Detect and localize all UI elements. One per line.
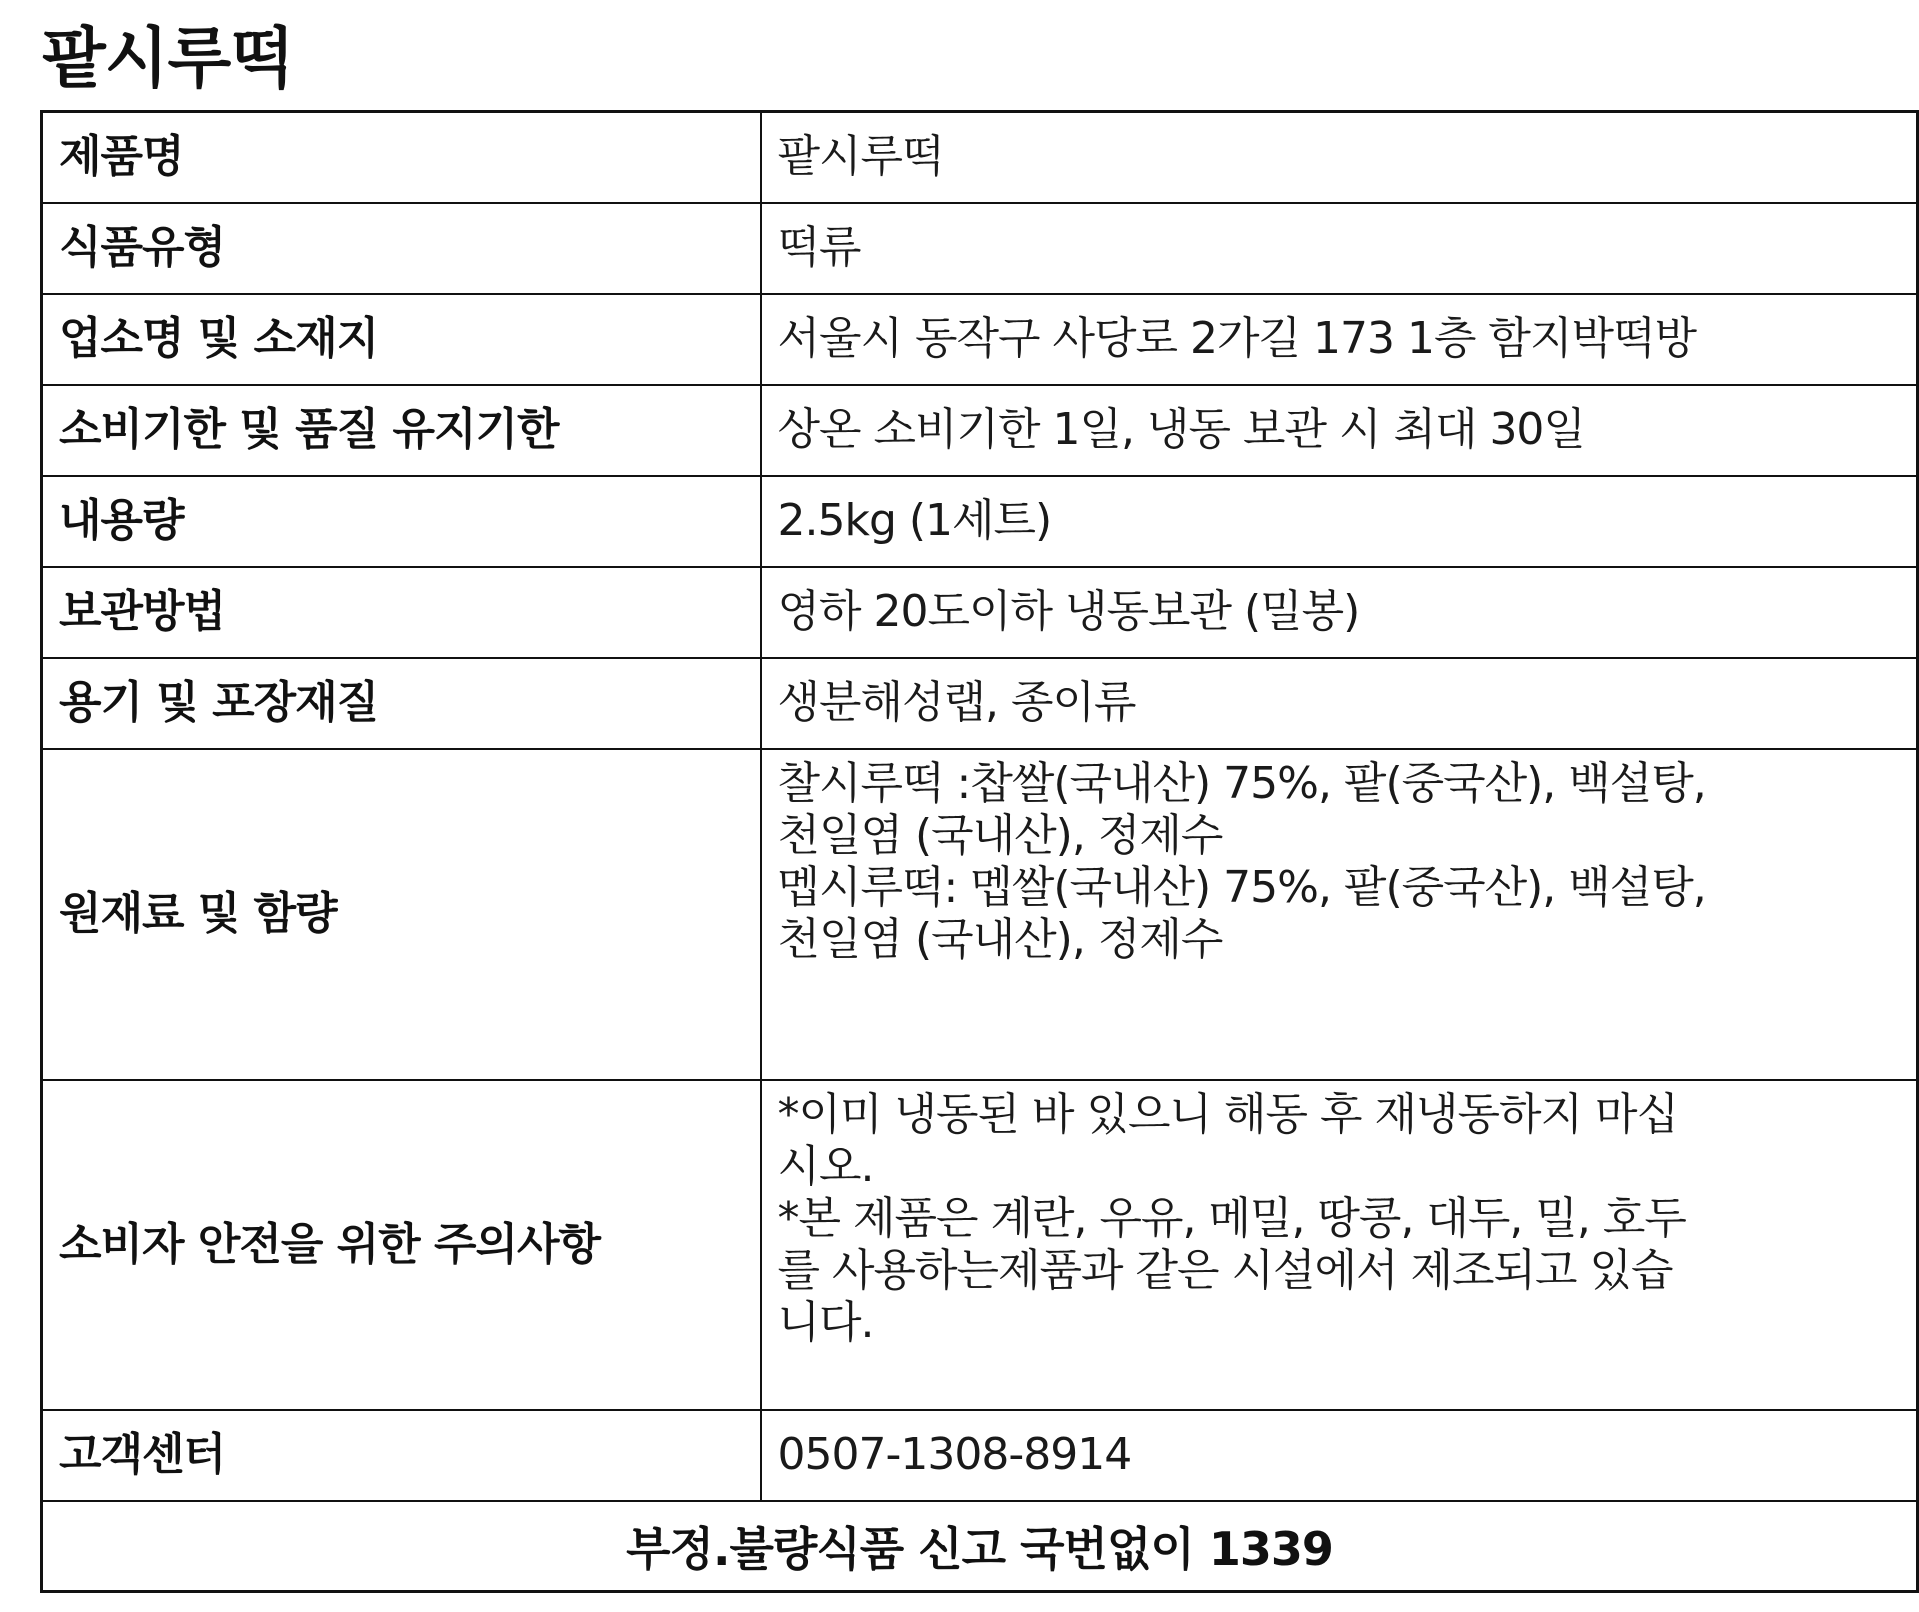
label-storage: 보관방법 (42, 567, 761, 658)
table-row (42, 112, 1918, 203)
table-row (42, 1501, 1918, 1592)
label-net-weight: 내용량 (42, 476, 761, 567)
value-product-name: 팥시루떡 (761, 112, 1918, 203)
label-caution: 소비자 안전을 위한 주의사항 (42, 1080, 761, 1410)
label-business-address: 업소명 및 소재지 (42, 294, 761, 385)
label-ingredients: 원재료 및 함량 (42, 749, 761, 1080)
table-row (42, 658, 1918, 749)
table-row (42, 749, 1918, 1080)
caution-line: 를 사용하는제품과 같은 시설에서 제조되고 있습 (777, 1244, 1673, 1296)
table-row (42, 476, 1918, 567)
value-customer-center: 0507-1308-8914 (761, 1410, 1918, 1501)
page-title: 팥시루떡 (42, 20, 294, 97)
caution-line: *본 제품은 계란, 우유, 메밀, 땅콩, 대두, 밀, 호두 (777, 1192, 1686, 1244)
table-row (42, 567, 1918, 658)
caution-line: 시오. (777, 1140, 874, 1192)
table-row (42, 294, 1918, 385)
product-info-table (40, 110, 1919, 1593)
value-ingredients (761, 749, 1918, 1080)
table-row (42, 1080, 1918, 1410)
ingredients-line: 천일염 (국내산), 정제수 (777, 809, 1223, 861)
label-customer-center: 고객센터 (42, 1410, 761, 1501)
ingredients-line: 천일염 (국내산), 정제수 (777, 913, 1223, 965)
label-expiry: 소비기한 및 품질 유지기한 (42, 385, 761, 476)
caution-line: 니다. (777, 1296, 874, 1348)
value-packaging: 생분해성랩, 종이류 (761, 658, 1918, 749)
label-product-name: 제품명 (42, 112, 761, 203)
value-net-weight: 2.5kg (1세트) (761, 476, 1918, 567)
table-row (42, 1410, 1918, 1501)
value-storage: 영하 20도이하 냉동보관 (밀봉) (761, 567, 1918, 658)
report-hotline-footer: 부정.불량식품 신고 국번없이 1339 (42, 1501, 1918, 1592)
value-expiry: 상온 소비기한 1일, 냉동 보관 시 최대 30일 (761, 385, 1918, 476)
table-row (42, 203, 1918, 294)
caution-line: *이미 냉동된 바 있으니 해동 후 재냉동하지 마십 (777, 1088, 1678, 1140)
ingredients-line: 찰시루떡 :찹쌀(국내산) 75%, 팥(중국산), 백설탕, (777, 757, 1706, 809)
value-food-type: 떡류 (761, 203, 1918, 294)
label-food-type: 식품유형 (42, 203, 761, 294)
label-packaging: 용기 및 포장재질 (42, 658, 761, 749)
table-row (42, 385, 1918, 476)
ingredients-line: 멥시루떡: 멥쌀(국내산) 75%, 팥(중국산), 백설탕, (777, 861, 1706, 913)
value-caution (761, 1080, 1918, 1410)
value-business-address: 서울시 동작구 사당로 2가길 173 1층 함지박떡방 (761, 294, 1918, 385)
